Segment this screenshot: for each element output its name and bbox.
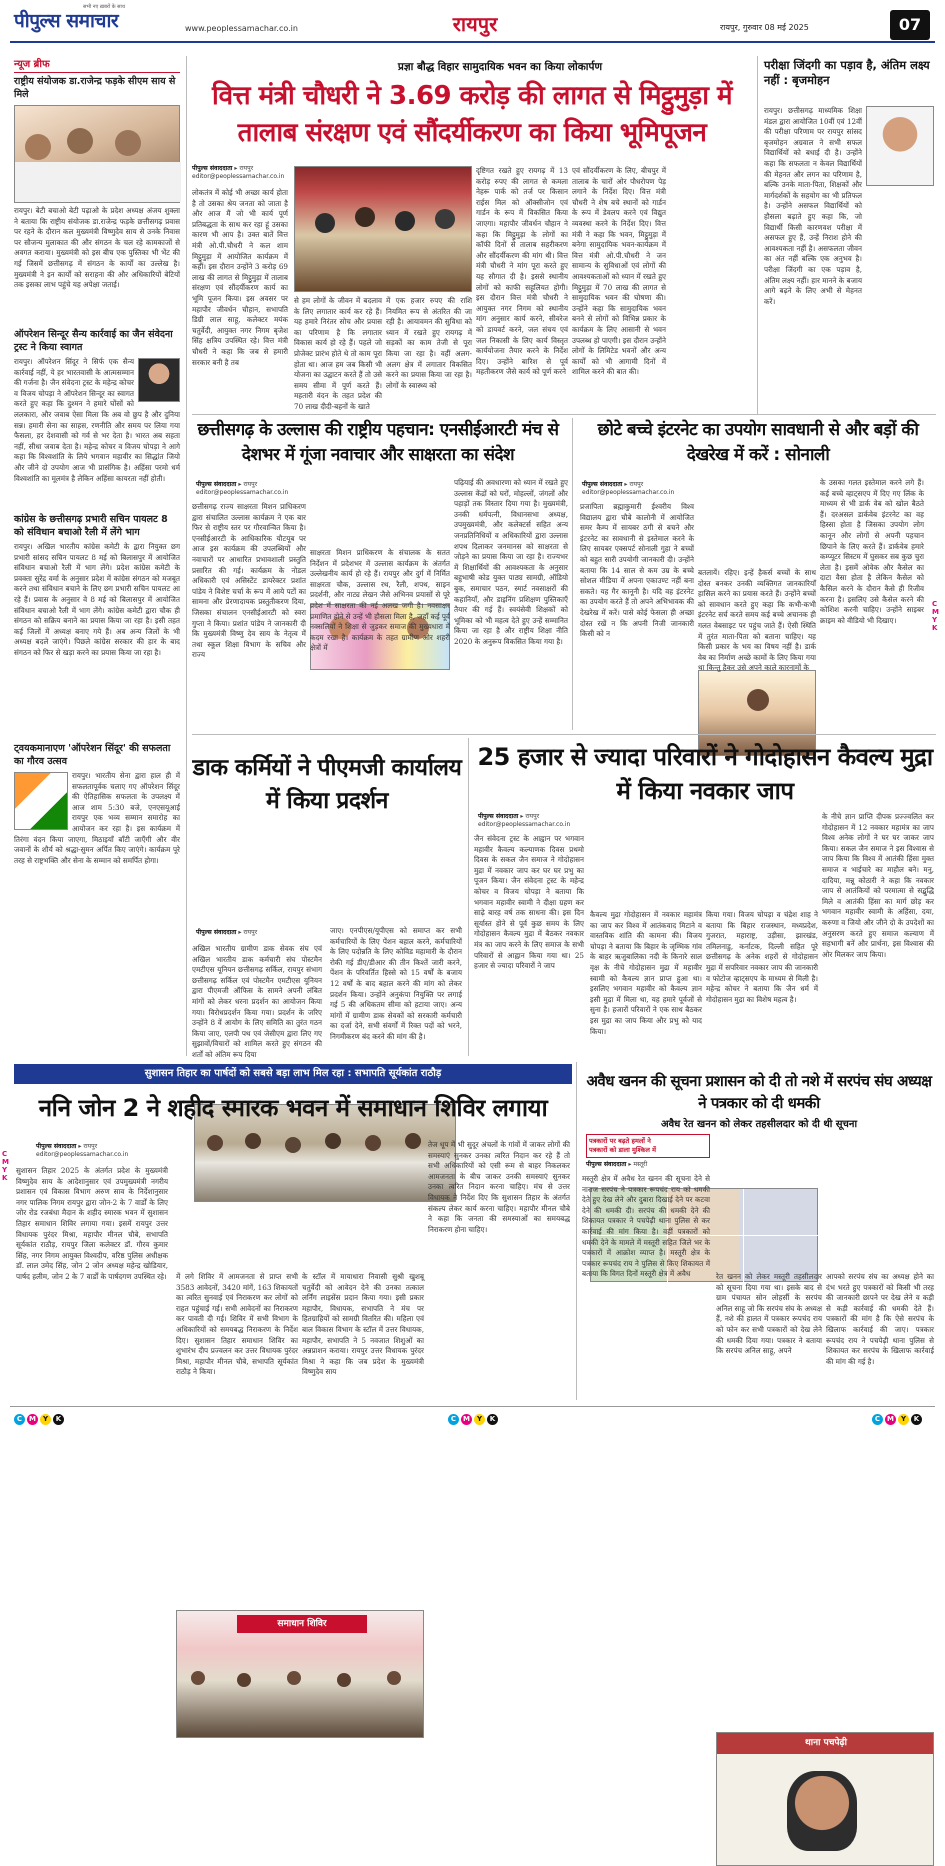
cmyk-y: Y (898, 1414, 909, 1425)
dateline: रायपुर, गुरुवार 08 मई 2025 (720, 23, 809, 32)
lead-col-2: से हम लोगों के जीवन में बदलाव के लिए लगातार कार्य कर रहे हैं। यह हमारे निरंतर सोच और प्रयास का परिणाम है कि लगातार विकास कार्य हो रहे हैं। पहले जो प्रोजेक्ट प्रारंभ होते थे तो काम पूरा होता था। आज हम जब किसी भी योजना का उद्घाटन करते हैं तो उसे समय सीमा में पूर्ण करते हैं। महतारी वंदन के तहत प्रदेश की 70 लाख दीदी-बहनों के खाते (294, 296, 382, 411)
scert-col-3: पढ़ियाई की अवधारणा को ध्यान में रखते हुए उल्लास केंद्रों को घरों, मोहल्लों, जंगलों और पहाड़ों तक विस्तार दिया गया है। मुख्यमंत्री, उनकी धर्मपत्नी, विधानसभा अध्यक्ष, उपमुख्यमंत्री, और कलेक्टर्स सहित अन्य जनप्रतिनिधियों व अधिकारियों द्वारा उल्लास शपथ दिलाकर जनमानस को साक्षरता से जोड़ने का प्रयास किया जा रहा है। राज्यभर में शिक्षार्थियों की आवश्यकता के अनुसार बहुभाषी कोड युक्त पाठ्य सामग्री, ऑडियो बुक, समाचार पठन, स्मार्ट नवसाक्षरों की कहानियाँ, और डाइनिंग प्रशिक्षण पुस्तिकाएँ तैयार की गई हैं। स्वयंसेवी शिक्षकों को भूमिका को भी महत्व देते हुए उन्हें सम्मानित किया जा रहा है और राष्ट्रीय शिक्षा नीति 2020 के अनुरूप विकसित किया गया है। (454, 478, 568, 646)
shivir-byline-place: रायपुर (83, 1143, 98, 1150)
godohasan-byline: पीपुल्स संवाददाता ▸ रायपुर editor@peoplessamachar.co.in (478, 812, 588, 829)
sidebar-story-3-body: रायपुर। अखिल भारतीय कांग्रेस कमेटी के द्वारा नियुक्त छग प्रभारी सांसद सचिन पायलट 8 मई को बिलासपुर में आयोजित संविधान बचाओ रैली में भाग लेंगे। प्रदेश कांग्रेस कमेटी के प्रवक्ता सुरेंद्र वर्मा के अनुसार प्रदेश में कांग्रेस संगठन को मजबूत करने तथा संविधान बचाने के लिए छग प्रभारी सचिन पायलट आ रहे हैं। प्रवास के अनुसार वे 8 मई को बिलासपुर में आयोजित संविधान बचाओ रैली में भाग लेंगे। कांग्रेस कमेटी द्वारा चौक ही संगठन को सक्रिय बनाने का प्रयास किया जा रहा है। इसी तहत कई जिलों में अध्यक्ष बनाए गये हैं। अब अन्य जिलों के भी अध्यक्ष बदले जाएंगे। पिछले कांग्रेस सरकार की हार के बाद संगठन को फिर से खड़ा करने का प्रयास किया जा रहा है। (14, 542, 180, 657)
cmyk-c: C (872, 1414, 883, 1425)
cmyk-y: Y (40, 1414, 51, 1425)
cmyk-m: M (461, 1414, 472, 1425)
lead-byline-name: पीपुल्स संवाददाता (192, 165, 233, 172)
scert-internet-divider (572, 418, 573, 730)
dak-godo-divider (468, 738, 469, 1056)
cmyk-k: K (487, 1414, 498, 1425)
internet-col-3: के उसका गलत इस्तेमाल करने लगे हैं। कई बच्चे व्हाट्सएप में दिए गए लिंक के माध्यम से भी डार्क वेब को खोल बैठते हैं। दरअसल डार्कवेब इंटरनेट का वह हिस्सा होता है जिसका उपयोग लोग कानून और लोगों से अपनी पहचान छिपाने के लिए करते हैं। डार्कवेब हमारे कम्प्यूटर सिस्टम में घुसकर सब कुछ चुरा लेता है। इसमें ओवेक और कैसेल का दाटा वैसा होता है लेकिन कैसेल को कैसिल करने के दौरान कैसे ही रिजीव करना है। इसलिए उसे कैसेल करने की कोशिश करनी चाहिए। उन्होंने साइबर क्राइम को वीडियो भी दिखाए। (820, 478, 924, 625)
sidebar-divider (186, 56, 187, 1056)
scert-byline: पीपुल्स संवाददाता ▸ रायपुर editor@peoplessamachar.co.in (196, 480, 356, 497)
khanan-col-1: मस्तूरी क्षेत्र में अवैध रेत खनन की सूचना देने से नाराज सरपंच ने पत्रकार रूपचंद राय को धमकी देते हुए देख लेने और दुबारा दिखाई देने पर कटवा देने की धमकी दी। सरपंच की धमकी देने की शिकायत पत्रकार ने पचपेढ़ी थाना पुलिस से कर कार्रवाई की मांग किया है। वहीं पत्रकारों को धमकी देने के मामले में मस्तूरी सहित जिले भर के पत्रकारों में आक्रोश व्याप्त है। मस्तूरी क्षेत्र के पत्रकार रूपचंद राय ने पुलिस से किए शिकायत में बताया कि विगत दिनों मस्तूरी क्षेत्र में अवैध (582, 1174, 710, 1279)
cmyk-k: K (53, 1414, 64, 1425)
internet-col-1: प्रजापिता ब्रह्माकुमारी ईश्वरीय विश्व विद्यालय द्वारा चौबे कालोनी में आयोजित समर कैम्प में सायबर ठगी से बचने और इंटरनेट का सावधानी से इस्तेमाल करने के लिए सायबर एक्सपर्ट सोनाली गुहा ने बच्चों को बहुत सारी उपयोगी जानकारी दी। उन्होंने बताया कि 14 साल से कम उम्र के बच्चे सोशल मीडिया में अपना एकाउण्ट नहीं बना सकते। यह गैर कानूनी है। यदि वह इंटरनेट का उपयोग करते हैं तो अपने अभिभावक की देखरेख में करें। पासे कोई फेसला ही अच्छा दोस्त रखें न कि अपनी निजी जानकारी किसी को न (580, 502, 694, 639)
newspaper-logo: पीपुल्स समाचार (14, 10, 119, 32)
khanan-badge (586, 1134, 710, 1158)
shivir-col-3: के स्टॉल में मायाधारा निवासी सुश्री खुशबू चतुर्वेदी को आवेदन देने की उनका तत्काल लर्निंग लाइसेंस प्रदान किया गया। इसी प्रकार महापौर, विधायक, सभापति ने मंच पर हितग्राहियों को सामग्री वितरित की। महिला एवं बाल विकास विभाग के स्टॉल में उत्तर विधायक, महापौर, सभापति ने 5 नवजात शिशुओं का अन्नप्राशन कराया। रायपुर उत्तर विधायक पुरंदर मिश्रा ने कहा कि जब प्रदेश के मुख्यमंत्री विष्णुदेव साय (302, 1272, 424, 1377)
masthead (0, 0, 945, 50)
scert-email: editor@peoplessamachar.co.in (196, 489, 289, 496)
dak-col-2: जाए। एनपीएस/यूपीएस को समाप्त कर सभी कर्मचारियों के लिए पेंशन बहाल करने, कर्मचारियों के लिए पदोन्नति के लिए कोविड महामारी के दौरान रोकी गई डीए/डीआर की तीन किश्तें जारी करने, पेंशन के परिवर्तित हिस्से को 15 वर्षों के बजाय 12 वर्षों के बाद बहाल करने की मांग को लेकर प्रदर्शन किया। उन्होंने अनुकंपा नियुक्ति पर लगाई गई 5 की अधिकतम सीमा को हटाया जाए। अन्य मांगों में ग्रामीण डाक सेवकों को सरकारी कर्मचारी का दर्जा देने, सभी संवर्गों में रिक्त पदों को भरने, निगमीकरण बंद करने की मांग की है। (330, 926, 462, 1041)
cmyk-c: C (14, 1414, 25, 1425)
sidebar-story-2-body: रायपुर। ऑपरेशन सिंदूर ने सिर्फ एक सैन्य कार्रवाई नहीं, ये हर भारतवासी के आत्मसम्मान की गर्जना है। जैन संवेदना ट्रस्ट के महेन्द्र कोचर व विजय चोपड़ा ने ऑपरेशन सिन्दूर का स्वागत करते हुए कहा कि दुश्मन ने हमारे घोंसों को ललकारा, और जवाब ऐसा मिला कि अब वो छुप है और दुनिया सन्न। हमारी सेना का साहस, रणनीति और समय पर लिया गया फैसला, हर देशवासी को गर्व से भर देता है। भारत अब सहता नहीं, सीधा जवाब देता है। महेन्द्र कोचर व विजय चोपड़ा ने आगे कहा कि विश्वशांति के लिये भगवान महावीर का सिद्धांत जियो और जीने दो उपयोग आज भी प्रासंगिक है। अहिंसा परमो धर्म विश्वशांति का मूलमंत्र है लेकिन अहिंसा कायरता नहीं होती। (14, 357, 180, 483)
cmyk-footer-right (872, 1414, 922, 1425)
cmyk-y: Y (474, 1414, 485, 1425)
lead-col-5: एवं सौंदर्यीकरण के लिए, बीचपुर में तालाब के चारों ओर पौधरोपण पेड़ लगाने के निर्देश दिए। वित्त मंत्री चौधरी ने शेष बचे स्थानों को गार्डन के रूप में डेवलप करने एवं विद्युत व्यवस्था करने के निर्देश दिए। वित्त मंत्री ने कहा कि भवन, मिट्ठुमुड़ा में बनेगा सामुदायिक भवन-कार्यक्रम में वित्त मंत्री ओ.पी.चौधरी ने जन सामान्य के सुविधाओं एवं लोगों की आवश्यकताओं को ध्यान में रखते हुए मिट्ठुमुड़ा में 70 लाख की लागत से सामुदायिक भवन की घोषणा की। उन्होंने कहा कि सामुदायिक भवन बनने से लोगों को विभिन्न प्रकार के कार्यक्रम के लिए आसानी से भवन उपलब्ध हो पाएगी। इस दौरान उन्होंने लोगों के लिमिटेड भवनों और अन्य कार्यों को भी आगामी दिनों में शामिल करने की बात की। (572, 166, 666, 377)
cmyk-marker-left: C M Y K (2, 1150, 9, 1182)
lead-email: editor@peoplessamachar.co.in (192, 173, 285, 180)
dak-col-1: अखिल भारतीय ग्रामीण डाक सेवक संघ एवं अखिल भारतीय डाक कर्मचारी संघ पोस्टमैन एमटीएस यूनियन छत्तीसगढ़ सर्किल, रायपुर संभाग छत्तीसगढ़ सर्किल एवं पोस्टमैन एमटीएस यूनियन द्वारा पीएमजी ऑफिस के सामने अपनी लंबित मांगों को लेकर धरना प्रदर्शन का आयोजन किया गया। विरोधप्रदर्शन किया गया। प्रदर्शन के जरिए उन्होंने 8 वें आयोग के लिए समिति का तुरंत गठन किया जाए, एलपी पथ एवं जेसीएम द्वारा लिए गए सुझावों/विचारों को शामिल करते हुए संगठन की शर्तों को अंतिम रूप दिया (192, 944, 322, 1059)
news-brief-tag: न्यूज ब्रीफ (14, 58, 180, 73)
godohasan-col-2: कैवल्य मुद्रा गोदोहासन में नवकार महामंत्र का जाप कर विश्व में आतंकवाद मिटाने व वास्तविक शांति की कामना की। विजय चोपड़ा ने बताया कि बिहार के जृम्भिक गांव के बाहर ऋजुबालिका नदी के किनारे साल वृक्ष के नीचे गोदोहासन मुद्रा में महावीर स्वामी को कैवल्य ज्ञान प्राप्त हुआ था। इसलिए भगवान महावीर को कैवल्य ज्ञान इसी मुद्रा में मिला था, यह हमारे पूर्वजों से सुना है। हजारों परिवारों ने एक साथ बैठकर इस मुद्रा का जाप किया और प्रभु को याद किया। (590, 910, 702, 1036)
shivir-email: editor@peoplessamachar.co.in (36, 1151, 129, 1158)
scert-byline-name: पीपुल्स संवाददाता (196, 481, 237, 488)
sidebar-story-4-body: रायपुर। भारतीय सेना द्वारा हाल ही में सफलतापूर्वक चलाए गए ऑपरेशन सिंदूर की ऐतिहासिक सफलता के उपलक्ष्य में आज शाम 5:30 बजे, एनएसयूआई रायपुर एक भव्य सम्मान समारोह का आयोजन कर रहा है। इस कार्यक्रम में तिरंगा वंदन किया जाएगा, मिठाइयाँ बाँटी जाएँगी और वीर जवानों के शौर्य को श्रद्धा-सुमन अर्पित किए जाएंगे। कार्यक्रम पूरे तरह से राष्ट्रभक्ति और सेना के सम्मान को समर्पित होगा। (14, 771, 180, 865)
shivir-banner: समाधान शिविर (237, 1615, 367, 1633)
godohasan-byline-place: रायपुर (525, 813, 540, 820)
lead-byline-place: रायपुर (239, 165, 254, 172)
lead-photo (294, 166, 472, 292)
shivir-headline: ननि जोन 2 ने शहीद स्मारक भवन में समाधान शिविर लगाया (38, 1094, 548, 1122)
lead-col-1: लोकतंत्र में कोई भी अच्छा कार्य होता है तो उसका श्रेय जनता को जाता है और आज मैं जो भी कार्य पूर्ण प्रतिबद्धता के साथ कर रहा हूं उसका कारण भी आप है। उक्त बातें वित्त मंत्री ओ.पी.चौधरी ने कल शाम मिट्ठुमुड़ा में आयोजित कार्यक्रम में कहीं। इस दौरान उन्होंने 3 करोड़ 69 लाख की लागत से मिट्ठुमुड़ा में तालाब संरक्षण एवं सौंदर्यीकरण कार्य का भूमि पूजन किया। इस अवसर पर महापौर जीवर्धन चौहान, सभापति डिग्री लाल साहू, कलेक्टर मयंक चतुर्वेदी, आयुक्त नगर निगम बृजेश सिंह क्षत्रिय उपस्थित रहे। वित्त मंत्री चौधरी ने कहा कि जब से हमारी सरकार बनी है तब (192, 188, 288, 367)
dak-byline-place: रायपुर (243, 929, 258, 936)
logo-tagline: सभी नए ख़बरों के साथ (82, 4, 126, 10)
sidebar-story-3-headline: कांग्रेस के छत्तीसगढ़ प्रभारी सचिन पायलट 8 को संविधान बचाओ रैली में लेंगे भाग (14, 514, 168, 538)
right-col-divider (757, 56, 758, 414)
shivir-khanan-divider (576, 1062, 577, 1400)
scert-headline: छत्तीसगढ़ के उल्लास की राष्ट्रीय पहचान: एनसीईआरटी मंच से देशभर में गूंजा नवाचार और साक्षरता का संदेश (197, 420, 559, 465)
dak-byline-name: पीपुल्स संवाददाता (196, 929, 237, 936)
godohasan-email: editor@peoplessamachar.co.in (478, 821, 571, 828)
cmyk-k: K (911, 1414, 922, 1425)
internet-col-2: बतलायें। रहिए। इन्हें हैकर्स बच्चों के साथ दोस्त बनकर उनकी व्यक्तिगत जानकारियाँ हासिल करने का प्रयास करते हैं। उन्होंने बच्चों को सावधान करते हुए कहा कि कभी-कभी इंटरनेट सर्च करते समय कई बच्चे अचानक ही गलत वेबसाइट पर पहुंच जाते हैं। ऐसी स्थिति में तुरंत माता-पिता को बताना चाहिए। यह किसी प्रकार के भय का विषय नहीं है। डार्क वेब का निर्माण अच्छे कामों के लिए किया गया था किन्तु हैकर उसे अपने काले कारनामों के (698, 568, 816, 673)
dak-byline: पीपुल्स संवाददाता ▸ रायपुर (196, 929, 258, 936)
shivir-kicker: सुशासन तिहार का पार्षदों को सबसे बड़ा लाभ मिल रहा : सभापति सूर्यकांत राठौड़ (144, 1068, 442, 1079)
right-top-body: रायपुर। छत्तीसगढ़ माध्यमिक शिक्षा मंडल द्वारा आयोजित 10वीं एवं 12वीं की परीक्षा परिणाम पर रायपुर सांसद बृजमोहन अग्रवाल ने सभी सफल विद्यार्थियों को बधाई दी है। उन्होंने कहा कि सफलता न केवल विद्यार्थियों की मेहनत और लगन का परिणाम है, बल्कि उनके माता-पिता, शिक्षकों और मार्गदर्शकों के सहयोग का भी प्रतिफल है। उन्होंने असफल विद्यार्थियों को हौसला बढ़ाते हुए कहा कि, जो विद्यार्थी किसी कारणवश परीक्षा में असफल हुए हैं, उन्हें निराश होने की आवश्यकता नहीं है। असफलता जीवन का अंत नहीं बल्कि एक अनुभव है। परीक्षा जिंदगी का एक पड़ाव है, अंतिम लक्ष्य नहीं। हार मानने के बजाय आगे बढ़ने के लिए अभी से मेहनत करें। (764, 106, 862, 306)
news-brief-sidebar (14, 58, 180, 1060)
shivir-col-4: तेज धूप में भी सुदूर अंचलों के गांवों में जाकर लोगों की समस्याएं सुनकर उनका त्वरित निदान कर रहे हैं तो सभी अधिकारियों को एसी रूम से बाहर निकलकर आमजनता के बीच जाकर उनकी समस्याएं सुनकर उनका त्वरित निदान करना चाहिए। मंच से उत्तर विधायक ने निर्देश दिए कि सुशासन तिहार के अंतर्गत संकल्प लेकर कार्य करना चाहिए। महापौर मीनल चौबे ने कहा कि जनता की समस्याओं का समयबद्ध निराकरण होना चाहिए। (428, 1140, 570, 1234)
khanan-byline: पीपुल्स संवाददाता ▸ मस्तूरी (586, 1161, 648, 1168)
khanan-byline-place: मस्तूरी (633, 1161, 648, 1168)
sidebar-story-1-body: रायपुर। बेटी बचाओ बेटी पढ़ाओ के प्रदेश अध्यक्ष अंजय शुक्ला ने बताया कि राष्ट्रीय संयोजक डा.राजेन्द्र फड़के छत्तीसगढ़ प्रवास पर रहने के दौरान कल मुख्यमंत्री विष्णुदेव साय से उनके निवास पर सौजन्य मुलाकात की और संगठन के चल रहे कामकाजों से अवगत कराया। मुख्यमंत्री को इस बीच एक पुस्तिका भी भेंट की गई जिसमें छत्तीसगढ़ में संगठन के कार्यों का उल्लेख है। मुख्यमंत्री ने इन कार्यों को सराहना की और अधिकारियों बेटियों तक इसका लाभ पहुंचे यह अपेक्षा जताई। (14, 206, 180, 290)
mid-rule (192, 734, 936, 735)
shivir-byline: पीपुल्स संवाददाता ▸ रायपुर editor@peoplessamachar.co.in (36, 1142, 176, 1159)
right-top-headline: परीक्षा जिंदगी का पड़ाव है, अंतिम लक्ष्य नहीं : बृजमोहन (764, 58, 930, 87)
godohasan-byline-name: पीपुल्स संवाददाता (478, 813, 519, 820)
sidebar-story-2-photo-1 (138, 358, 180, 402)
shivir-col-1: सुशासन तिहार 2025 के अंतर्गत प्रदेश के मुख्यमंत्री विष्णुदेव साय के आदेशानुसार एवं उपमुख्यमंत्री नगरीय प्रशासन एवं विकास विभाग अरुण साव के निर्देशानुसार नगर पालिक निगम रायपुर द्वारा जोन-2 के 7 वार्डों के लिए जोर रोड रजबंधा मैदान के शहीद स्मारक भवन में सुशासन तिहार समाधान शिविर लगाया गया। इसमें रायपुर उत्तर विधायक पुरंदर मिश्रा, महापौर मीनल चौबे, सभापति सूर्यकांत राठौड़, रायपुर जिला कलेक्टर डॉ. गौरव कुमार सिंह, नगर निगम आयुक्त विश्वदीप, वरिष्ठ पुलिस अधीक्षक डॉ. लाल उमेद सिंह, जोन 2 जोन अध्यक्ष महेन्द्र खोडियार, पार्षद हलीम, जोन 2 के 7 वार्डों के पार्षदगण उपस्थित रहे। (16, 1166, 168, 1281)
khanan-badge-line-1: पत्रकारों पर बढ़ते हमलों ने (589, 1137, 651, 1145)
masthead-logo (14, 4, 194, 36)
internet-byline: पीपुल्स संवाददाता ▸ रायपुर editor@peoplessamachar.co.in (582, 480, 702, 497)
sidebar-story-1-headline: राष्ट्रीय संयोजक डा.राजेन्द्र फड़के सीएम साय से मिले (14, 76, 176, 100)
lead-col-3: में एक हजार रुपए की राशि नियमित रूप से अंतरित की जा रही है। आयावमन की सुविधा को ध्यान में रखते हुए रायगढ़ में सड़कों का काम तेजी से पूरा किया जा रहा है। वहीं अलग-अलग क्षेत्र में लगातार विकसित करने का प्रयास किया जा रहा है। लोगों के स्वास्थ्य को (386, 296, 472, 390)
lead-col-4: दृष्टिगत रखते हुए रायगढ़ में 13 करोड़ रुपए की लागत से कमला नेहरू पार्क को तर्ज पर किसान राईस मिल को ऑक्सीजोन एवं गार्डन के रूप में विकसित किया जाएगा। महापौर जीवर्धन चौहान ने कहा कि मिट्ठुमुड़ा के लोगों का कॉफी दिनों से तालाब सहरीकरण और सौंदर्यीकरण की मांग थी। वित्त मंत्री चौधरी ने मांग पूरा करते हुए यह सौगात दी है। इससे स्थानीय लोगों को काफी सहूलियत होगी। इस दौरान वित्त मंत्री चौधरी ने आयुक्त नगर निगम को स्थानीय मांग अनुसार कार्य करने, सीवरेज को डायवर्ट करने, जल संचय एवं जल निकासी के लिए कार्य विस्तृत कार्ययोजना तैयार करने के निर्देश दिए। उन्होंने बारिश से पूर्व महतीकरण जैसे कार्य को पूर्ण करने (476, 166, 568, 377)
khanan-photo (716, 1732, 934, 1866)
khanan-col-2: रेत खनन को लेकर मस्तूरी तहसीलदार को सूचना दिया गया था। इसके बाद से ग्राम पंचायत सोन लोहर्सी के सरपंच अनिल साहू जो कि सरपंच संघ के अध्यक्ष हैं, नशे की हालत में पत्रकार रूपचंद राय को फोन कर सभी पत्रकारों को देख लेने की धमकी दिया गया। पत्रकार ने बताया कि सरपंच अनिल साहू, अपने (716, 1272, 822, 1356)
cmyk-marker-right: C M Y K (932, 600, 939, 632)
khanan-col-3: आपको सरपंच संघ का अध्यक्ष होने का दंभ भरते हुए पत्रकारों को किसी भी तरह की जानकारी छापने पर देख लेने व कड़ी से कड़ी कार्रवाई की धमकी देते हैं। पत्रकारों की मांग है कि ऐसे सरपंच के खिलाफ कार्रवाई की जाए। पत्रकार रूपचंद राय ने पचपेढ़ी थाना पुलिस से शिकायत कर सरपंच के खिलाफ कार्रवाई की मांग की गई है। (826, 1272, 934, 1366)
shivir-kicker-bar (14, 1064, 572, 1084)
thana-sign: थाना पचपेढ़ी (805, 1738, 847, 1748)
godohasan-headline: 25 हजार से ज्यादा परिवारों ने गोदोहासन कैवल्य मुद्रा में किया नवकार जाप (477, 743, 933, 805)
lead-bottom-rule (192, 414, 936, 415)
sidebar-story-1-photo (14, 105, 180, 203)
sidebar-story-4-headline: ट्वयकमानाएण 'ऑपरेशन सिंदूर' की सफलता का गौरव उत्सव (14, 743, 171, 767)
internet-email: editor@peoplessamachar.co.in (582, 489, 675, 496)
khanan-kicker: अवैध रेत खनन को लेकर तहसीलदार को दी थी सूचना (660, 1119, 858, 1130)
khanan-badge-line-2: पत्रकारों को डाला मुश्किल में (589, 1146, 656, 1154)
scert-col-2: साक्षरता मिशन प्राधिकरण के संचालक के सतत निर्देशन में प्रदेशभर में उल्लास कार्यक्रम के अंतर्गत उल्लेखनीय कार्य हो रहे हैं। रायपुर और दुर्ग में निर्मित साक्षरता चौक, उल्लास रथ, रैली, शपथ, साइन प्रदर्शनी, और नाट्य लेखन जैसे अभिनव प्रयासों से पूरे प्रदेश में साक्षरता की नई अलख जगी है। नवसाक्षर प्रमाणित होने से उन्हें भी हौसला मिला है, जहाँ कई पूर्व नक्सलियों ने शिक्षा से जुड़कर समाज की मुख्यधारा में कदम रखा है। कार्यक्रम के तहत ग्रामीण ओर शहरी क्षेत्रों में (310, 548, 451, 653)
shivir-col-2: में लगे शिविर में आमजनता से प्राप्त सभी 3583 आवेदनों, 3420 मांगें, 163 शिकायतों का त्वरित सुनवाई एवं निराकरण कर लोगों को राहत पहुंचाई गई। सभी आवेदनों का निराकरण कर पावती दी गई। शिविर में सभी विभाग के अधिकारियों को समयबद्ध निराकरण के निर्देश दिए। सुशासन तिहार समाधान शिविर का शुभारंभ दीप प्रज्वलन कर उत्तर विधायक पुरंदर मिश्रा, महापौर मीनल चौबे, सभापति सूर्यकांत राठौड़ ने किया। (176, 1272, 298, 1377)
godohasan-col-1: जैन संवेदना ट्रस्ट के आह्वान पर भगवान महावीर कैवल्य कल्याणक दिवस प्रथमो दिवस के सकल जैन समाज ने गोदोहासन मुद्रा में नवकार जाप कर घर घर प्रभु का पूजन किया। जैन संवेदना ट्रस्ट के महेन्द्र कोचर व विजय चोपड़ा ने बताया कि भगवान महावीर स्वामी ने दीक्षा ग्रहण कर साढ़े बारह वर्ष तक साधना की। इस दिन सूर्यास्त होने से पूर्व कुछ समय के लिए गोदोहासन कैवल्य मुद्रा में बैठकर नवकार मंत्र का जाप करने के लिए समाज के सभी परिवारों से आह्वान किया गया था। 25 हजार से ज्यादा परिवारों ने जाप (474, 834, 584, 971)
masthead-rule (10, 41, 935, 43)
internet-byline-name: पीपुल्स संवाददाता (582, 481, 623, 488)
shivir-byline-name: पीपुल्स संवाददाता (36, 1143, 77, 1150)
khanan-headline: अवैध खनन की सूचना प्रशासन को दी तो नशे में सरपंच संघ अध्यक्ष ने पत्रकार को दी धमकी (586, 1072, 932, 1112)
khanan-byline-name: पीपुल्स संवाददाता (586, 1161, 627, 1168)
lead-kicker: प्रज्ञा बौद्ध विहार सामुदायिक भवन का किया लोकार्पण (397, 61, 603, 73)
shivir-photo (176, 1610, 424, 1738)
cmyk-m: M (27, 1414, 38, 1425)
internet-headline: छोटे बच्चे इंटरनेट का उपयोग सावधानी से और बड़ों की देखरेख में करें : सोनाली (597, 420, 919, 465)
brijmohan-photo (866, 106, 934, 186)
internet-byline-place: रायपुर (629, 481, 644, 488)
cmyk-c: C (448, 1414, 459, 1425)
scert-byline-place: रायपुर (243, 481, 258, 488)
lead-byline: पीपुल्स संवाददाता ▸ रायपुर editor@peoplessamachar.co.in (192, 164, 288, 181)
page-number: 07 (890, 10, 930, 40)
cmyk-m: M (885, 1414, 896, 1425)
lead-headline: वित्त मंत्री चौधरी ने 3.69 करोड़ की लागत से मिट्ठुमुड़ा में तालाब संरक्षण एवं सौंदर्यीकरण का किया भूमिपूजन (211, 81, 733, 148)
sidebar-story-4-photo (14, 772, 68, 830)
sidebar-story-2-headline: ऑपरेशन सिन्दूर सैन्य कार्रवाई का जैन संवेदना ट्रस्ट ने किया स्वागत (14, 329, 173, 353)
scert-col-1: छत्तीसगढ़ राज्य साक्षरता मिशन प्राधिकरण द्वारा संचालित उल्लास कार्यक्रम ने एक बार फिर से राष्ट्रीय स्तर पर गौरवान्वित किया है। एनसीईआरटी के आधिकारिक यौटयूब पर आज इस कार्यक्रम की उपलब्धियों और नवाचारों पर आधारित प्रभावशाली प्रस्तुति प्रसारित की गई। कार्यक्रम के नोडल अधिकारी एवं असिस्टेंट डायरेक्टर प्रशांत पांडेय ने विशेष्ट चर्चा के रूप में आये पटों का सामना और प्रेरणादायक प्रस्तुतीकरण दिया, जिसका संचालन एनसीईआरटी को स्वरा गुप्ता ने किया। प्रशांत पांडेय ने जानकारी दी कि मुख्यमंत्री विष्णु देव साय के नेतृत्व में तथा स्कूल शिक्षा विभाग के सचिव और राज्य (192, 502, 306, 660)
cmyk-footer-center (448, 1414, 498, 1425)
city-title: रायपुर (452, 12, 498, 36)
godohasan-col-4: के नीचे ज्ञान प्राप्ति दीपक प्रज्ज्वलित कर गोदोहासन में 12 नवकार महामंत्र का जाप विश्व अनेक लोगों ने घर घर जाकर जाप किया। सकल जैन समाज ने इस विश्वास से जाप किया कि विश्व में आतंकी हिंसा मुक्त समाज व भाईचारे का माहौल बने। मनु, दादिया, मन्नू कोठारी ने कहा कि नवकार जाप से आतंकियों को परमात्मा से सद्बुद्धि मिले व आतंकी हिंसा का मार्ग छोड़ कर भगवान महावीर स्वामी के अहिंसा, दया, करुणा व जियो और जीने दो के उपदेशों का अनुसरण करते हुए समाज कल्याण में सहभागी बनें और प्रार्थना, इस विश्वास की ओर मिलकर जाप किया। (822, 812, 934, 959)
website-url: www.peoplessamachar.co.in (185, 24, 298, 33)
dak-headline: डाक कर्मियों ने पीएमजी कार्यालय में किया प्रदर्शन (192, 755, 462, 814)
godohasan-col-3: किया गया। विजय चोपड़ा व चंद्रेश शाह ने बताया कि बिहार राजस्थान, मध्यप्रदेश, गुजरात, महाराष्ट्र, उड़ीसा, झारखंड, तमिलनाडु, कर्नाटक, दिल्ली सहित पूरे छत्तीसगढ़ के अनेक शहरों से गोदोहासन मुद्रा में सपरिवार नवकार जाप की जानकारी व फोटोज व्हाट्सएप के माध्यम से मिली है। महेन्द्र कोचर ने बताया कि जैन धर्म में गोदोहासन मुद्रा का विशेष महत्व है। (706, 910, 818, 1004)
footer-rule (10, 1406, 935, 1407)
cmyk-footer-left (14, 1414, 64, 1425)
